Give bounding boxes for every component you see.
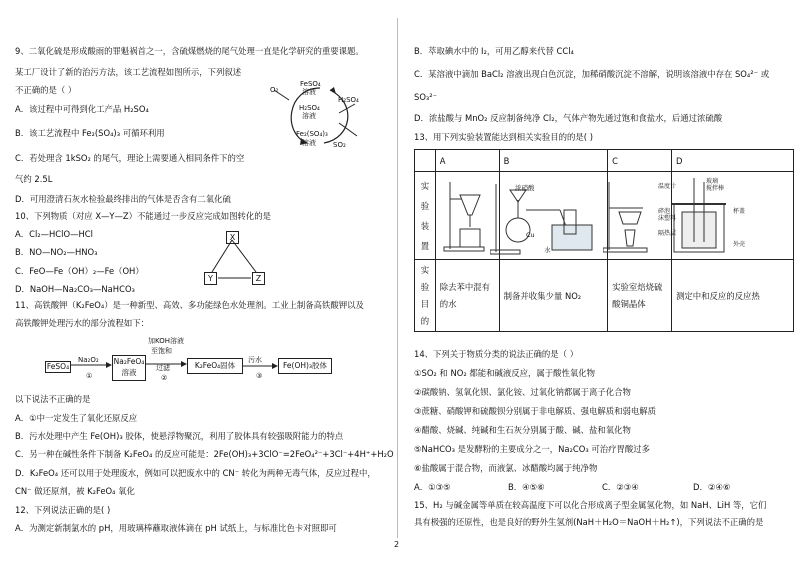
q11-line2: 高铁酸钾处理污水的部分流程如下： (15, 318, 149, 328)
q9-option-b: B．该工艺流程中 Fe₂(SO₄)₃ 可循环利用 (15, 128, 165, 138)
flow-na2o2: Na₂O₂ (78, 356, 99, 364)
q10-option-d: D．NaOH—Na₂CO₃—NaHCO₃ (15, 284, 135, 294)
purpose-a: 除去苯中混有的水 (435, 260, 499, 332)
flow-arrow-3 (242, 361, 278, 371)
cycle-fe2so43: Fe₂(SO₄)₃ (296, 130, 328, 138)
q9-line2: 某工厂设计了新的治污方法，该工艺流程如图所示，下列叙述 (15, 67, 242, 77)
flow-add-koh: 加KOH溶液 (148, 337, 184, 345)
q14-option-a: A．①③⑤ (414, 482, 451, 492)
cycle-solution-3: 溶液 (302, 139, 316, 147)
q14-option-c: C．②③④ (602, 482, 639, 492)
cycle-h2so4-inner: H₂SO₄ (299, 104, 320, 112)
q14-item-1: ①SO₂ 和 NO₂ 都能和碱液反应，属于酸性氧化物 (414, 368, 595, 378)
flow-na2feo4-formula: Na₂FeO₄ (113, 357, 145, 366)
flow-waste-water: 污水 (248, 356, 262, 364)
flow-na2feo4 (112, 355, 146, 381)
label-foam-2: 沫塑料 (658, 215, 677, 222)
label-thermometer: 温度计 (658, 183, 677, 190)
label-stir-rod: 搅拌棒 (706, 185, 725, 192)
q14-item-3: ③蔗糖、硝酸钾和硫酸钡分别属于非电解质、强电解质和弱电解质 (414, 406, 657, 416)
q12-option-c-line1: C．某溶液中滴加 BaCl₂ 溶液出现白色沉淀，加稀硝酸沉淀不溶解，说明该溶液中存在 SO₄²⁻ 或 (414, 69, 770, 79)
flow-step-3: ③ (256, 372, 263, 380)
label-cu: Cu (526, 231, 535, 239)
q9-option-c-line2: 气约 2.5L (15, 174, 53, 184)
q12-option-b: B．萃取碘水中的 I₂，可用乙醇来代替 CCl₄ (414, 46, 574, 56)
q9-option-d: D．可用澄清石灰水检验最终排出的气体是否含有二氧化硫 (15, 194, 231, 204)
q11-option-d-line1: D．K₂FeO₄ 还可以用于处理废水，例如可以把废水中的 CN⁻ 转化为两种无毒气体，反应过程中， (15, 468, 376, 478)
q14-item-2: ②碳酸钠、氢氧化钡、氯化铵、过氧化钠都属于离子化合物 (414, 387, 631, 397)
label-lid: 杯盖 (733, 208, 746, 215)
q14-option-d: D．②④⑥ (693, 482, 731, 492)
purpose-d: 测定中和反应的反应热 (671, 260, 793, 332)
q12-option-a: A．为测定新制氯水的 pH，用玻璃棒蘸取液体滴在 pH 试纸上，与标准比色卡对照即可 (15, 523, 337, 533)
cycle-solution-2: 溶液 (302, 112, 316, 120)
label-insulation: 隔热层 (658, 230, 677, 237)
purpose-c: 实验室焙烧硫酸铜晶体 (608, 260, 672, 332)
label-foam-1: 碎泡 (658, 208, 671, 215)
q12-option-c-line2: SO₃²⁻ (414, 92, 438, 102)
q11-option-c: C．另一种在碱性条件下制备 K₂FeO₄ 的反应可能是：2Fe(OH)₃+3ClO⁻=2FeO₄²⁻+3Cl⁻+4H⁺+H₂O (15, 449, 394, 459)
q14-item-5: ⑤NaHCO₃ 是发酵粉的主要成分之一，Na₂CO₃ 可治疗胃酸过多 (414, 444, 650, 454)
q11-option-d-line2: CN⁻ 做还原剂，被 K₂FeO₄ 氧化 (15, 486, 135, 496)
q9-option-c-line1: C．若处理含 1kSO₂ 的尾气，理论上需要通入相同条件下的空 (15, 153, 245, 163)
q9-line1: 9、二氧化硫是形成酸雨的罪魁祸首之一，含硫煤燃烧的尾气处理一直是化学研究的重要课题。 (15, 46, 364, 56)
q11-option-b: B．污水处理中产生 Fe(OH)₃ 胶体，使悬浮物聚沉，利用了胶体具有较强吸附能力的特点 (15, 431, 344, 441)
q12-stem: 12、下列说法正确的是( ) (15, 505, 111, 515)
node-x: X (226, 231, 239, 244)
flow-feoh3-colloid: Fe(OH)₃胶体 (278, 358, 332, 374)
q10-option-c: C．FeO—Fe（OH）₂—Fe（OH） (15, 266, 144, 276)
table-corner (415, 150, 436, 172)
head-d: D (671, 150, 793, 172)
flow-arrow-2 (145, 359, 187, 369)
flow-k2feo4-solid: K₂FeO₄固体 (187, 358, 243, 374)
column-divider (397, 18, 398, 538)
q14-item-4: ④醋酸、烧碱、纯碱和生石灰分别属于酸、碱、盐和氧化物 (414, 425, 631, 435)
q11-option-a: A．①中一定发生了氧化还原反应 (15, 413, 138, 423)
flow-saturated: 至饱和 (151, 347, 172, 355)
flow-feso4: FeSO₄ (46, 362, 70, 371)
q14-stem: 14、下列关于物质分类的说法正确的是（ ） (414, 349, 579, 359)
head-c: C (608, 150, 672, 172)
q9-option-a: A．该过程中可得到化工产品 H₂SO₄ (15, 104, 149, 114)
cycle-feso4: FeSO₄ (300, 80, 321, 88)
q14-item-6: ⑥盐酸属于混合物，而液氯、冰醋酸均属于纯净物 (414, 463, 598, 473)
q11-line1: 11、高铁酸钾（K₂FeO₄）是一种新型、高效、多功能绿色水处理剂。工业上制备高铁酸钾以及 (15, 300, 364, 310)
q12-option-d: D．浓盐酸与 MnO₂ 反应制备纯净 Cl₂，气体产物先通过饱和食盐水，后通过浓硫酸 (414, 113, 723, 123)
page-number: 2 (394, 540, 400, 549)
q14-option-b: B．④⑤⑥ (508, 482, 545, 492)
flow-filter: 过滤 (156, 364, 170, 372)
label-glass: 玻璃 (706, 178, 719, 185)
row-apparatus-label: 实验装置 (415, 172, 436, 260)
cycle-o2: O₂ (270, 86, 279, 94)
flow-step-1: ① (86, 372, 93, 380)
q15-line2: 具有极强的还原性，也是良好的野外生氢剂(NaH＋H₂O＝NaOH＋H₂↑)，下列说法不正确的是 (414, 517, 764, 527)
q13-stem: 13、用下列实验装置能达到相关实验目的的是( ) (414, 132, 593, 142)
row-purpose-label: 实验目的 (415, 260, 436, 332)
q10-option-b: B．NO—NO₂—HNO₃ (15, 247, 98, 257)
cycle-solution-1: 溶液 (302, 88, 316, 96)
label-water: 水 (544, 246, 551, 254)
purpose-b: 制备并收集少量 NO₂ (499, 260, 607, 332)
label-shell: 外壳 (733, 241, 746, 248)
q15-line1: 15、H₂ 与碱金属等单质在较高温度下可以化合形成离子型金属氢化物，如 NaH、LiH 等，它们 (414, 500, 767, 510)
cycle-so2: SO₂ (333, 141, 346, 149)
cycle-h2so4-out: H₂SO₄ (338, 96, 359, 104)
head-a: A (435, 150, 499, 172)
flow-arrow-1 (70, 360, 112, 370)
apparatus-c-drawing (603, 178, 653, 258)
flow-step-2: ② (161, 374, 168, 382)
q10-stem: 10、下列物质（对应 X—Y—Z）不能通过一步反应完成如图转化的是 (15, 211, 272, 221)
node-z: Z (252, 272, 265, 285)
q10-option-a: A．Cl₂—HClO—HCl (15, 229, 93, 239)
label-conc-nitric: 浓硝酸 (515, 184, 535, 192)
head-b: B (499, 150, 607, 172)
q9-line3: 不正确的是（ ） (15, 85, 77, 95)
flow-na2feo4-solution: 溶液 (121, 368, 137, 377)
cycle-arrows (262, 78, 372, 158)
q11-question: 以下说法不正确的是 (15, 394, 91, 404)
node-y: Y (204, 272, 217, 285)
